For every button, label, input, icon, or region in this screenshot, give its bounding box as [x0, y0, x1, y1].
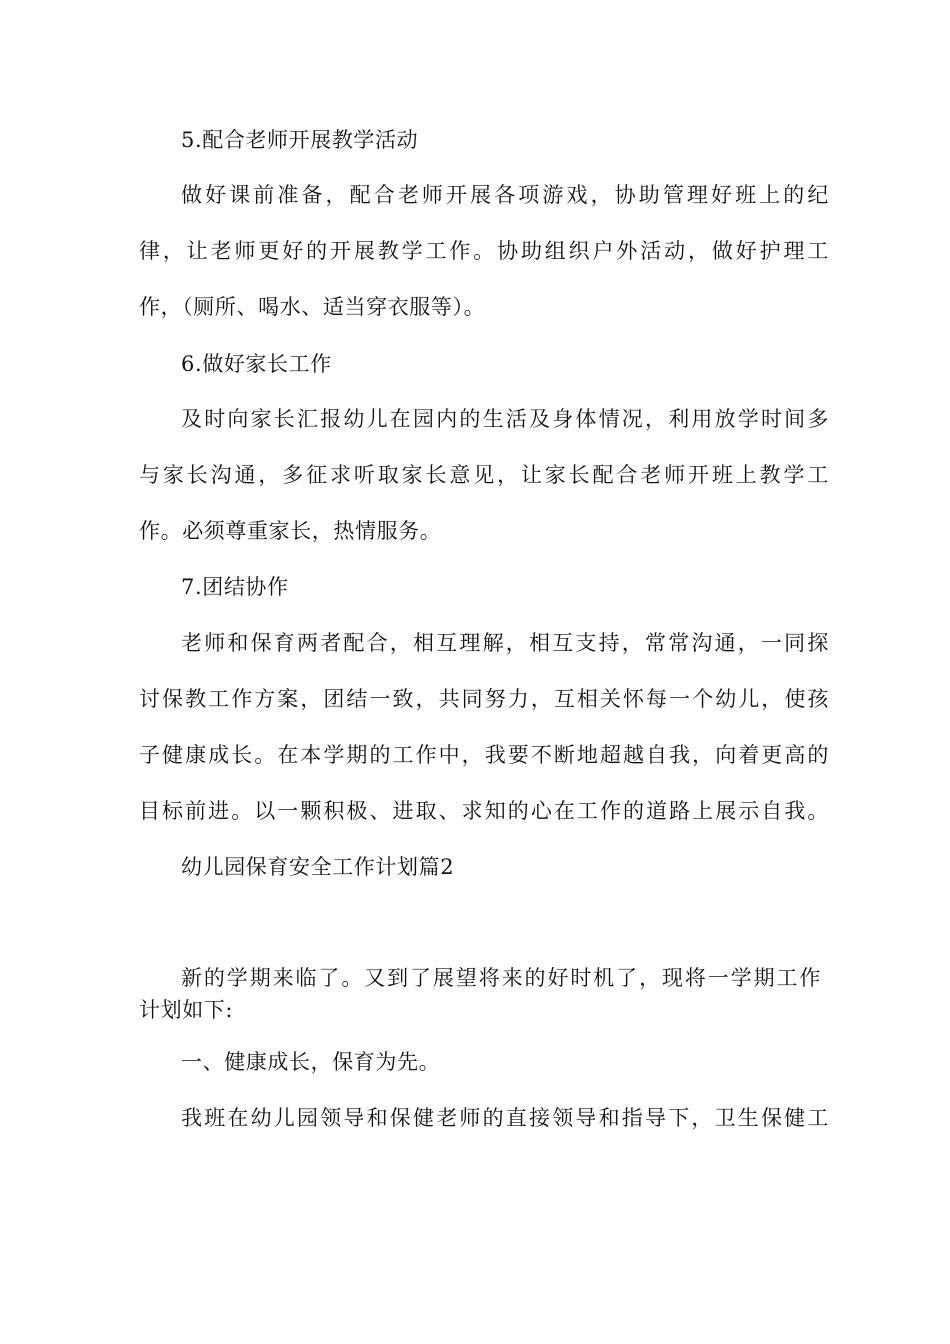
paragraph-line: 子健康成长。在本学期的工作中，我要不断地超越自我，向着更高的: [139, 743, 829, 767]
paragraph-line: 与家长沟通，多征求听取家长意见，让家长配合老师开班上教学工: [139, 463, 829, 487]
paragraph-line: 老师和保育两者配合，相互理解，相互支持，常常沟通，一同探: [181, 631, 829, 655]
paragraph-line: 及时向家长汇报幼儿在园内的生活及身体情况，利用放学时间多: [181, 407, 829, 431]
paragraph-line: 律，让老师更好的开展教学工作。协助组织户外活动，做好护理工: [139, 239, 829, 263]
paragraph-line: 作，（厕所、喝水、适当穿衣服等）。: [139, 295, 486, 319]
section-heading-one: 一、健康成长，保育为先。: [181, 1050, 441, 1074]
intro-line: 新的学期来临了。又到了展望将来的好时机了，现将一学期工作: [181, 966, 821, 990]
intro-line: 计划如下:: [139, 998, 234, 1022]
paragraph-line: 我班在幼儿园领导和保健老师的直接领导和指导下，卫生保健工: [181, 1106, 829, 1130]
paragraph-line: 做好课前准备，配合老师开展各项游戏，协助管理好班上的纪: [181, 183, 829, 207]
section-heading-7: 7.团结协作: [181, 575, 289, 599]
paragraph-line: 讨保教工作方案，团结一致，共同努力，互相关怀每一个幼儿，使孩: [139, 687, 829, 711]
paragraph-line: 作。必须尊重家长，热情服务。: [139, 519, 442, 543]
paragraph-line: 目标前进。以一颗积极、进取、求知的心在工作的道路上展示自我。: [139, 799, 829, 823]
section-heading-5: 5.配合老师开展教学活动: [181, 128, 419, 152]
section-heading-6: 6.做好家长工作: [181, 352, 332, 376]
document-title-2: 幼儿园保育安全工作计划篇2: [181, 855, 455, 879]
